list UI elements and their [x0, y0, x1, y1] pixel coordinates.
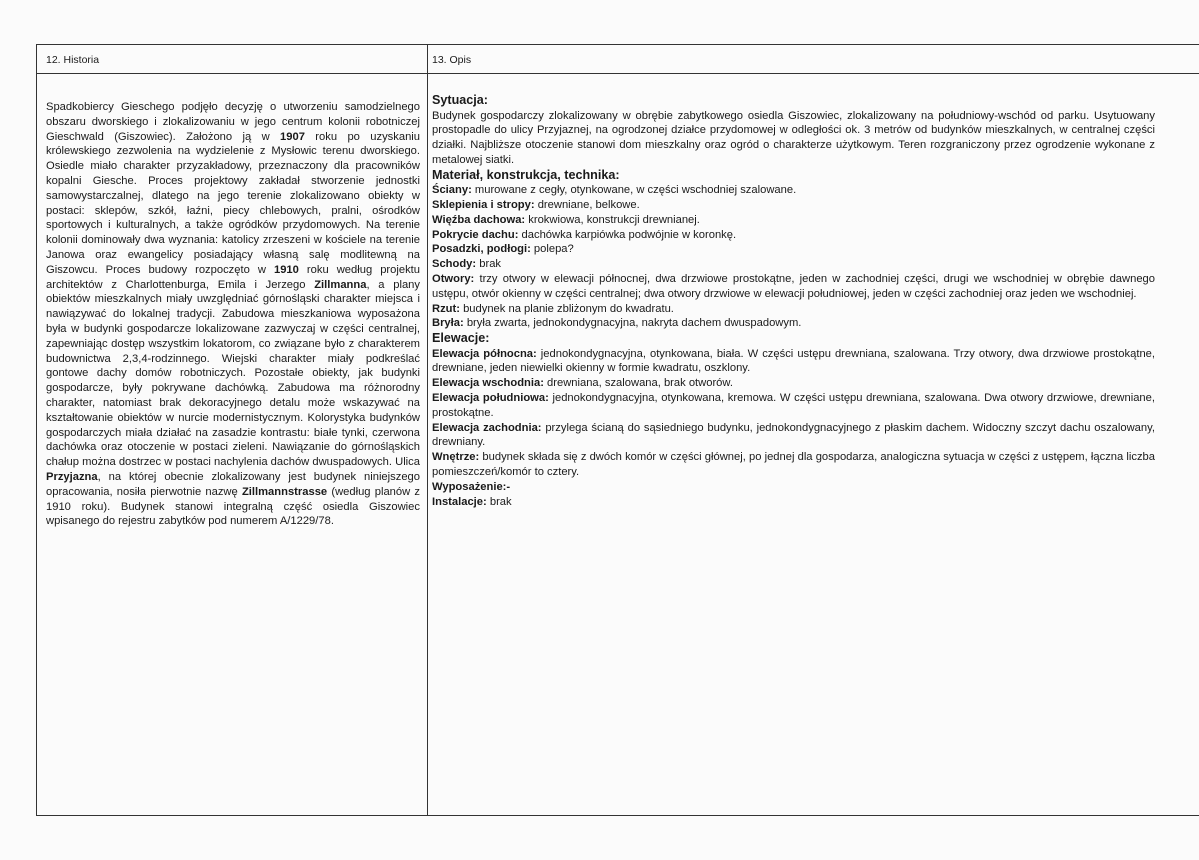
- wnetrze-text: budynek składa się z dwóch komór w części głównej, po jednej dla gospodarza, analogiczna sytuacja w części z ustępem, łączna liczba pomieszczeń/komór to cztery.: [432, 451, 1155, 479]
- description-text: [432, 93, 1155, 509]
- wiezba-text: krokwiowa, konstrukcji drewnianej.: [525, 213, 700, 226]
- elewacja-zachodnia-label: Elewacja zachodnia:: [432, 421, 542, 434]
- description-header: 13. Opis: [432, 54, 472, 66]
- sciany-row: [432, 183, 1155, 198]
- instalacje-text: brak: [486, 495, 512, 508]
- posadzki-text: polepa?: [530, 243, 574, 256]
- material-heading: Materiał, konstrukcja, technika:: [432, 167, 620, 182]
- rzut-label: Rzut:: [432, 302, 460, 315]
- pokrycie-text: dachówka karpiówka podwójnie w koronkę.: [518, 228, 737, 241]
- history-przyjazna: Przyjazna: [46, 470, 98, 483]
- posadzki-label: Posadzki, podłogi:: [432, 243, 531, 256]
- history-s3: roku według projektu architektów z Charlottenburga, Emila i Jerzego: [46, 263, 421, 291]
- instalacje-row: [432, 495, 1155, 510]
- sklepienia-text: drewniane, belkowe.: [534, 198, 640, 211]
- bryla-text: bryła zwarta, jednokondygnacyjna, nakryta dachem dwuspadowym.: [463, 317, 802, 330]
- history-header: 12. Historia: [46, 54, 100, 66]
- history-s5: , na której obecnie zlokalizowany jest budynek niniejszego opracowania, nosiła pierwotnie nazwę: [46, 470, 420, 498]
- sytuacja-text: Budynek gospodarczy zlokalizowany w obrębie zabytkowego osiedla Giszowiec, zlokalizowany na południowy-wschód od parku. Usytuowany prostopadle do ulicy Przyjaznej, na ogrodzonej działce przydomowej w odległości ok. 3 metrów od budynków mieszkalnych, w centralnej części działki. Najbliższe otoczenie stanowi dom mieszkalny oraz ogród o charakterze użytkowym. Teren rozgraniczony przez ogrodzenie wykonane z metalowej siatki.: [432, 109, 1155, 166]
- otwory-label: Otwory:: [432, 272, 475, 285]
- history-year-1910: 1910: [273, 263, 299, 276]
- posadzki-row: [432, 242, 1155, 257]
- wnetrze-row: [432, 450, 1155, 480]
- wiezba-label: Więźba dachowa:: [432, 213, 526, 226]
- otwory-row: [432, 272, 1155, 302]
- bryla-row: [432, 316, 1155, 331]
- rzut-row: [432, 302, 1155, 317]
- wnetrze-label: Wnętrze:: [432, 451, 480, 464]
- elewacja-poludniowa-row: [432, 391, 1155, 421]
- elewacja-poludniowa-label: Elewacja południowa:: [432, 392, 549, 405]
- otwory-text: trzy otwory w elewacji północnej, dwa drzwiowe prostokątne, jeden w zachodniej części, drugi we wschodniej w obrębie dawnego ustępu, otwór okienny w części centralnej; dwa otwory drzwiowe w elewacji południowej, jeden w części zachodniej oraz jeden we wschodniej.: [432, 272, 1155, 300]
- column-divider: [427, 44, 428, 816]
- header-rule: [36, 73, 1199, 74]
- elewacja-zachodnia-text: przylega ścianą do sąsiedniego budynku, jednokondygnacyjnego z płaskim dachem. Widoczny szczyt dachu oszalowany, drewniany.: [432, 421, 1155, 449]
- instalacje-label: Instalacje:: [432, 495, 487, 508]
- wiezba-row: [432, 213, 1155, 228]
- schody-text: brak: [476, 258, 502, 271]
- history-s6: (według planów z 1910 roku). Budynek stanowi integralną część osiedla Giszowiec wpisanego do rejestru zabytków pod numerem A/1229/78.: [46, 485, 420, 528]
- sklepienia-row: [432, 198, 1155, 213]
- history-s2: roku po uzyskaniu królewskiego zezwolenia na wydzielenie z Mysłowic terenu dworskiego. Osiedle miało charakter przyzakładowy, przeznaczony dla pracowników kopalni Giesche. Proces projektowy zakładał stworzenie jednostki samowystarczalnej, dlatego na jego terenie zlokalizowano obiekty w postaci: sklepów, szkół, łaźni, piecy chlebowych, pralni, ośrodków sportowych i kulturalnych, a także ogródków przydomowych. Na terenie kolonii dominowały dwa wyznania: katolicy zrzeszeni w kościele na terenie Janowa oraz ewangelicy posiadający własną salę modlitewną na Giszowcu. Proces budowy rozpoczęto w: [46, 130, 421, 276]
- rzut-text: budynek na planie zbliżonym do kwadratu.: [459, 302, 674, 315]
- sytuacja-heading: Sytuacja:: [432, 93, 488, 107]
- history-year-1907: 1907: [280, 130, 305, 143]
- pokrycie-label: Pokrycie dachu:: [432, 228, 519, 241]
- elewacja-polnocna-text: jednokondygnacyjna, otynkowana, biała. W części ustępu drewniana, szalowana. Trzy otwory, dwa drzwiowe prostokątne, drewniane, jeden niewielki okienny w formie kwadratu, oszklony.: [432, 347, 1155, 375]
- elewacje-heading: Elewacje:: [432, 331, 490, 346]
- wyposazenie-label: Wyposażenie:-: [432, 480, 511, 493]
- sciany-label: Ściany:: [432, 184, 472, 197]
- elewacja-wschodnia-label: Elewacja wschodnia:: [432, 377, 544, 390]
- elewacja-polnocna-row: [432, 347, 1155, 377]
- history-s1: Spadkobiercy Gieschego podjęło decyzję o utworzeniu samodzielnego obszaru dworskiego i zlokalizowaniu w jego centrum kolonii robotniczej Gieschwald (Giszowiec). Założono ją w: [46, 101, 420, 143]
- elewacja-poludniowa-text: jednokondygnacyjna, otynkowana, kremowa. W części ustępu drewniana, szalowana. Dwa otwory drzwiowe, drewniane, prostokątne.: [432, 392, 1155, 419]
- pokrycie-row: [432, 228, 1155, 243]
- history-s4: , a plany obiektów mieszkalnych miały uwzględniać górnośląski charakter miejsca i nawiązywać do lokalnej tradycji. Zabudowa mieszkaniowa wyposażona była w budynki gospodarcze lokalizowane zazwyczaj w części centralnej, zapewniając dostęp wszystkim lokatorom, co związane było z charakterem budownictwa 2,3,4-rodzinnego. Wiejski charakter miały podkreślać gontowe dachy domów robotniczych. Pozostałe obiekty, jak budynki gospodarcze, były pokrywane dachówką. Zabudowa ma różnorodny charakter, natomiast brak dekoracyjnego detalu może wskazywać na kształtowanie obiektów w nurcie modernistycznym. Kolorystyka budynków gospodarczych miała działać na zasadzie kontrastu: białe tynki, czerwona dachówka oraz otoczenie w postaci zieleni. Nawiązanie do górnośląskich chałup można dostrzec w postaci nachylenia dachów dwuspadowych. Ulica: [46, 278, 420, 469]
- sciany-text: murowane z cegły, otynkowane, w części wschodniej szalowane.: [471, 184, 797, 197]
- schody-label: Schody:: [432, 258, 477, 271]
- elewacja-zachodnia-row: [432, 421, 1155, 451]
- history-text: [46, 100, 420, 529]
- schody-row: [432, 257, 1155, 272]
- history-zillmannstrasse: Zillmannstrasse: [241, 485, 328, 498]
- elewacja-polnocna-label: Elewacja północna:: [432, 347, 537, 360]
- history-zillmann: Zillmanna: [314, 278, 367, 291]
- sklepienia-label: Sklepienia i stropy:: [432, 198, 535, 211]
- wyposazenie-row: [432, 480, 1155, 495]
- bryla-label: Bryła:: [432, 317, 464, 330]
- elewacja-wschodnia-text: drewniana, szalowana, brak otworów.: [543, 377, 733, 390]
- elewacja-wschodnia-row: [432, 376, 1155, 391]
